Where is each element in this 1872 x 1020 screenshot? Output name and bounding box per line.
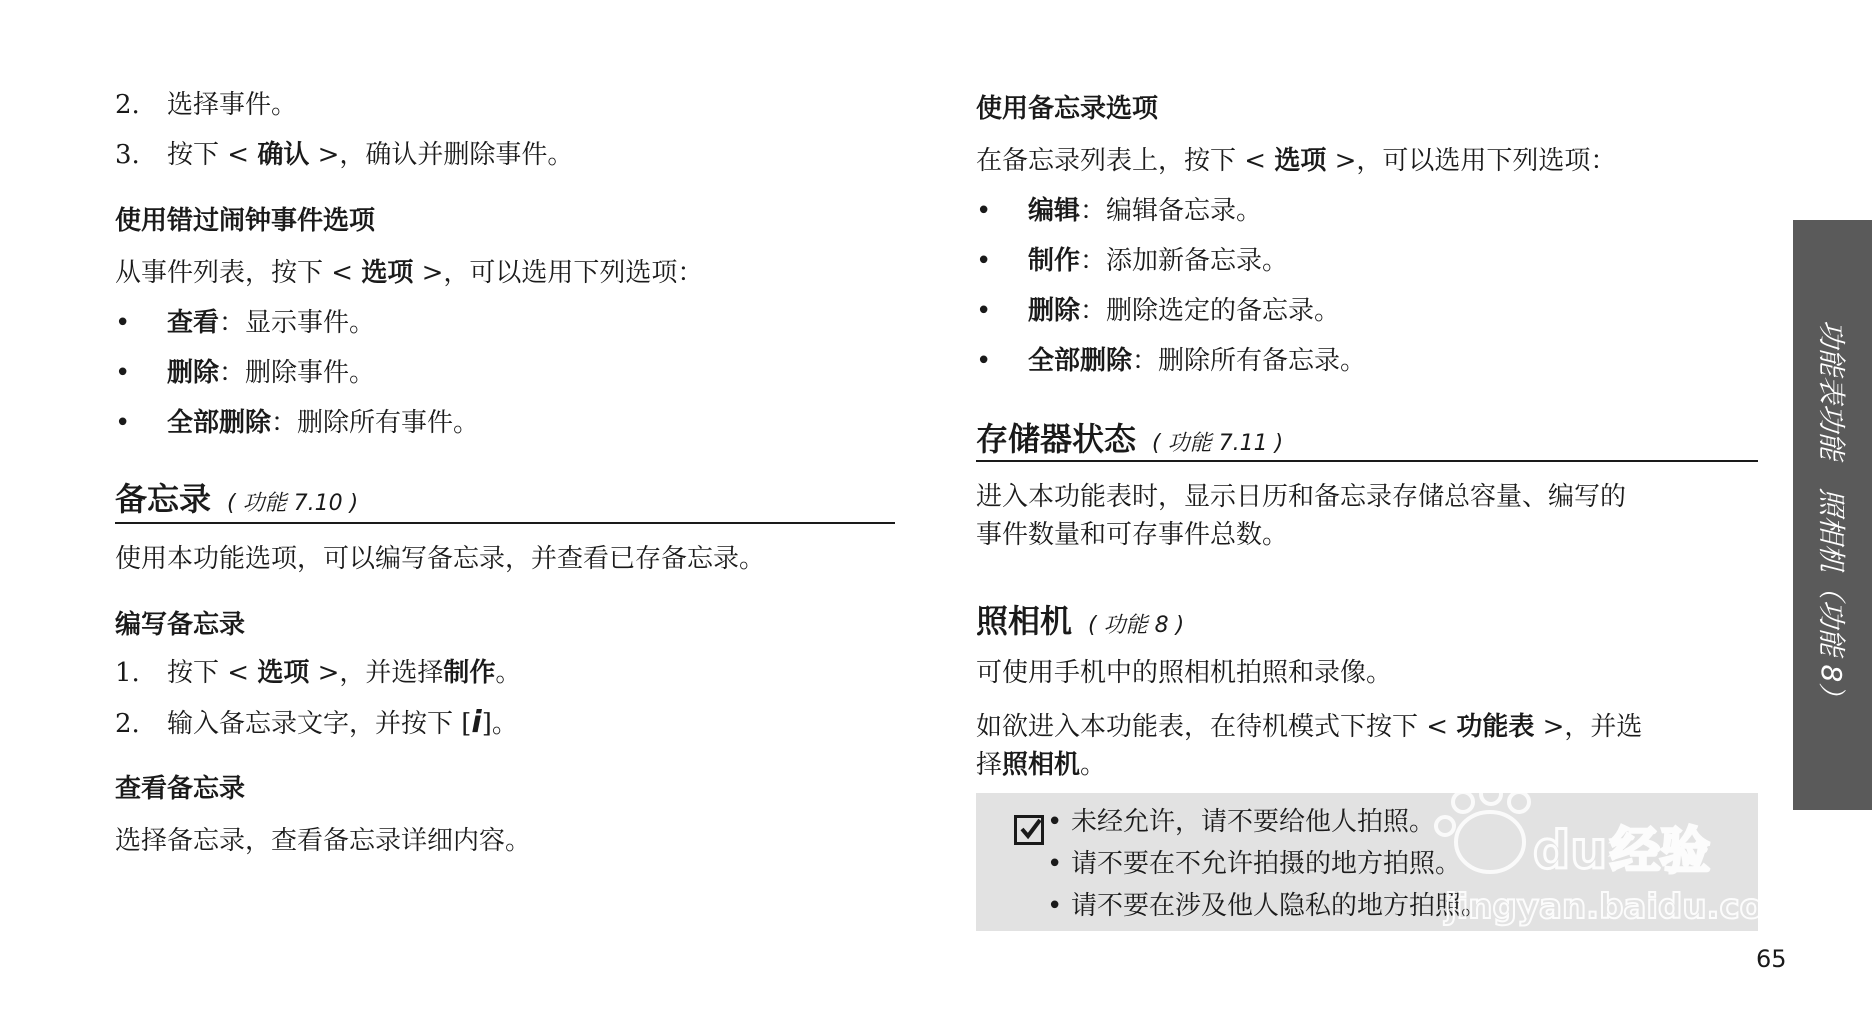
- access-pre: 择: [976, 750, 1003, 780]
- bullet: •: [115, 408, 131, 438]
- section-ref: ( 功能 8 ): [1088, 613, 1185, 638]
- option-item: [115, 356, 375, 390]
- option-item: [115, 306, 375, 340]
- intro-post: >，可以选用下列选项：: [1326, 146, 1617, 176]
- option-term: 删除: [1028, 296, 1081, 326]
- section-title: 存储器状态: [976, 420, 1137, 458]
- checkbox-icon: [1014, 815, 1044, 845]
- memory-section-title: [976, 414, 1283, 460]
- step-text-pre: 按下 <: [167, 140, 258, 170]
- chapter-side-tab: [1793, 220, 1872, 810]
- memory-desc-line-2: 事件数量和可存事件总数。: [976, 520, 1289, 550]
- option-term: 制作: [1028, 246, 1081, 276]
- option-item: [976, 194, 1262, 228]
- step-number: 2.: [115, 90, 140, 120]
- option-desc: ：删除所有备忘录。: [1132, 346, 1367, 376]
- option-term: 编辑: [1028, 196, 1081, 226]
- option-desc: ：删除事件。: [219, 358, 376, 388]
- step-3: [115, 138, 573, 172]
- camera-access-line-2: [976, 748, 1106, 782]
- step-key-2: 制作: [443, 658, 496, 688]
- section-ref: ( 功能 7.10 ): [227, 491, 359, 516]
- bullet: •: [115, 358, 131, 388]
- memo-section-title: [115, 474, 358, 520]
- watermark-du: du: [1533, 821, 1608, 881]
- camera-desc: 可使用手机中的照相机拍照和录像。: [976, 658, 1393, 688]
- step-2: [115, 88, 297, 122]
- intro-key: 选项: [361, 258, 414, 288]
- step-key: 选项: [257, 658, 310, 688]
- step-number: 1.: [115, 658, 140, 688]
- memory-desc-line-1: 进入本功能表时，显示日历和备忘录存储总容量、编写的: [976, 482, 1627, 512]
- bullet: •: [976, 346, 992, 376]
- intro-pre: 从事件列表，按下 <: [115, 258, 362, 288]
- write-step-1: [115, 656, 521, 690]
- option-term: 全部删除: [1028, 346, 1133, 376]
- access-key: 照相机: [1002, 750, 1081, 780]
- view-memo-heading: 查看备忘录: [115, 774, 246, 804]
- option-term: 删除: [167, 358, 220, 388]
- bullet: •: [976, 246, 992, 276]
- bullet: •: [115, 308, 131, 338]
- note-box: [976, 793, 1758, 931]
- bullet: •: [976, 196, 992, 226]
- access-key: 功能表: [1456, 712, 1535, 742]
- step-post: 。: [495, 658, 522, 688]
- intro-pre: 在备忘录列表上，按下 <: [976, 146, 1275, 176]
- option-desc: ：删除选定的备忘录。: [1080, 296, 1341, 326]
- note-item: [1047, 849, 1462, 879]
- option-desc: ：删除所有事件。: [271, 408, 480, 438]
- view-memo-desc: 选择备忘录，查看备忘录详细内容。: [115, 826, 532, 856]
- step-key: 确认: [257, 140, 310, 170]
- info-key-icon: i: [471, 705, 482, 740]
- bullet: •: [1047, 849, 1063, 879]
- write-step-2: [115, 706, 518, 741]
- step-number: 3.: [115, 140, 140, 170]
- note-text: 请不要在不允许拍摄的地方拍照。: [1071, 849, 1462, 879]
- memo-options-intro: [976, 144, 1616, 178]
- option-term: 全部删除: [167, 408, 272, 438]
- step-mid: >，并选择: [309, 658, 444, 688]
- option-item: [115, 406, 479, 440]
- bullet: •: [1047, 891, 1063, 921]
- access-post: >，并选: [1534, 712, 1643, 742]
- option-item: [976, 244, 1288, 278]
- step-pre: 按下 <: [167, 658, 258, 688]
- camera-section-title: [976, 596, 1184, 642]
- memo-desc: 使用本功能选项，可以编写备忘录，并查看已存备忘录。: [115, 544, 766, 574]
- access-post: 。: [1080, 750, 1107, 780]
- bullet: •: [976, 296, 992, 326]
- page-number: 65: [1756, 945, 1787, 973]
- intro-key: 选项: [1274, 146, 1327, 176]
- write-memo-heading: 编写备忘录: [115, 610, 246, 640]
- watermark-url: jingyan.baidu.com: [1445, 887, 1765, 927]
- camera-access-line-1: [976, 710, 1642, 744]
- missed-alarm-intro: [115, 256, 703, 290]
- side-tab-label: 功能表功能 照相机（功能 8）: [1814, 319, 1848, 711]
- option-term: 查看: [167, 308, 220, 338]
- step-post: ]。: [481, 709, 518, 739]
- access-pre: 如欲进入本功能表，在待机模式下按下 <: [976, 712, 1457, 742]
- step-text: 选择事件。: [167, 90, 298, 120]
- bullet: •: [1047, 807, 1063, 837]
- option-desc: ：添加新备忘录。: [1080, 246, 1289, 276]
- option-item: [976, 344, 1366, 378]
- missed-alarm-heading: 使用错过闹钟事件选项: [115, 206, 376, 236]
- step-number: 2.: [115, 709, 140, 739]
- section-ref: ( 功能 7.11 ): [1152, 431, 1284, 456]
- step-text-post: >，确认并删除事件。: [309, 140, 574, 170]
- option-desc: ：显示事件。: [219, 308, 376, 338]
- section-rule: [115, 522, 895, 524]
- note-text: 请不要在涉及他人隐私的地方拍照。: [1071, 891, 1488, 921]
- note-text: 未经允许，请不要给他人拍照。: [1071, 807, 1436, 837]
- intro-post: >，可以选用下列选项：: [413, 258, 704, 288]
- watermark-jingyan: 经验: [1610, 822, 1710, 880]
- section-rule: [976, 460, 1758, 462]
- step-pre: 输入备忘录文字，并按下 [: [167, 709, 472, 739]
- note-item: [1047, 807, 1436, 837]
- option-desc: ：编辑备忘录。: [1080, 196, 1263, 226]
- memo-options-heading: 使用备忘录选项: [976, 94, 1159, 124]
- option-item: [976, 294, 1340, 328]
- section-title: 照相机: [976, 602, 1073, 640]
- note-item: [1047, 891, 1488, 921]
- section-title: 备忘录: [115, 480, 212, 518]
